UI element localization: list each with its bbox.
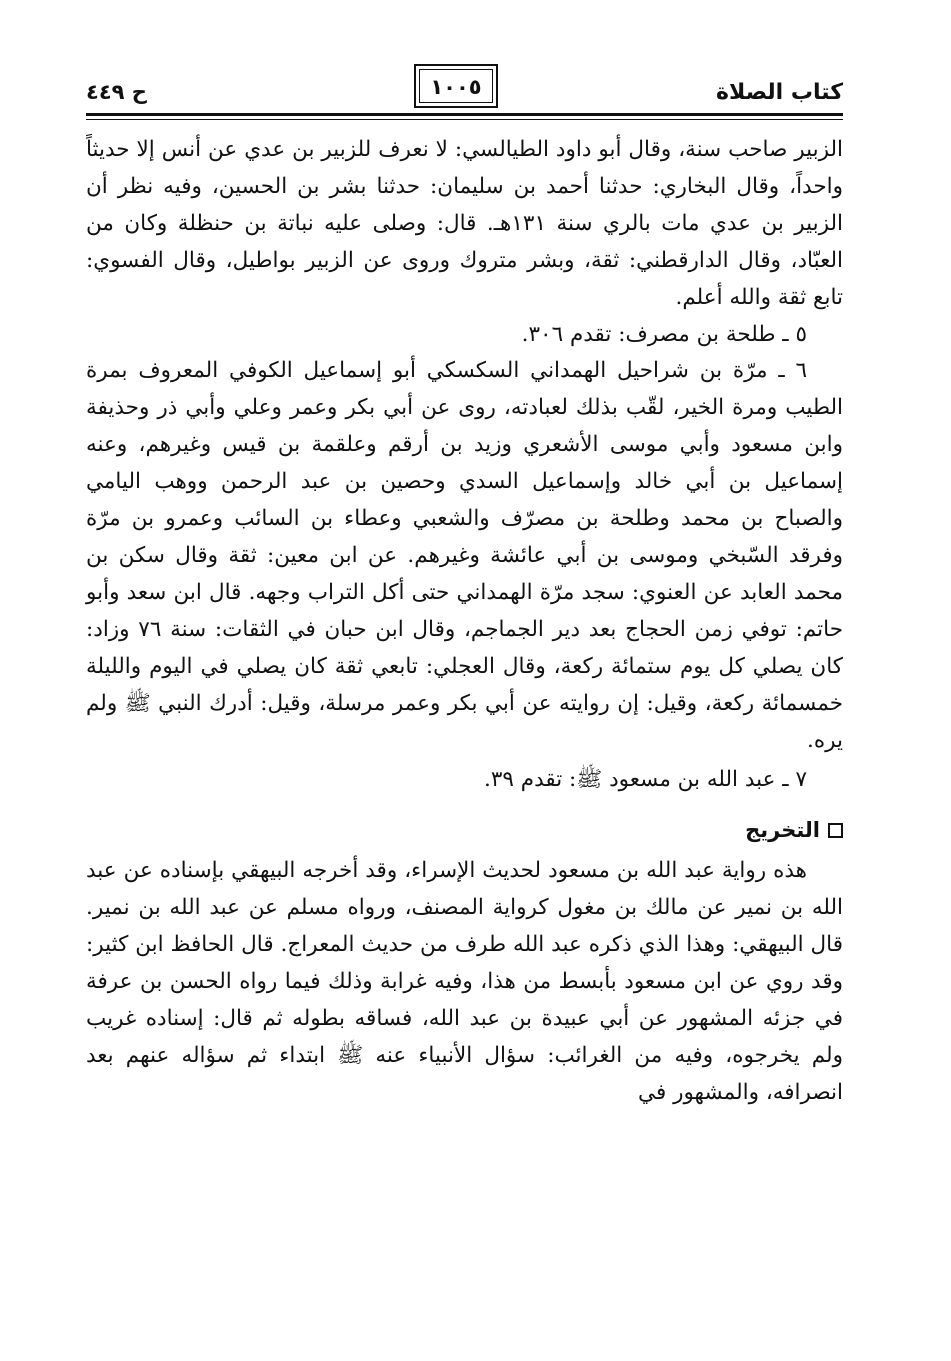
hadith-reference: ح ٤٤٩: [86, 80, 147, 104]
header-rule-thin: [86, 119, 843, 120]
page-body: [86, 132, 843, 1112]
square-bullet-icon: [828, 823, 843, 838]
takhrij-paragraph: هذه رواية عبد الله بن مسعود لحديث الإسراء، وقد أخرجه البيهقي بإسناده عن عبد الله بن نمير عن مالك بن مغول كرواية المصنف، ورواه مسلم عن عبد الله بن نمير. قال البيهقي: وهذا الذي ذكره عبد الله طرف من حديث المعراج. قال الحافظ ابن كثير: وقد روي عن ابن مسعود بأبسط من هذا، وفيه غرابة وذلك فيما رواه الحسن بن عرفة في جزئه المشهور عن أبي عبيدة بن عبد الله، فساقه بطوله ثم قال: إسناده غريب ولم يخرجوه، وفيه من الغرائب: سؤال الأنبياء عنه ﷺ ابتداء ثم سؤاله عنهم بعد انصرافه، والمشهور في: [86, 858, 843, 1105]
narrator-entry-5: ٥ ـ طلحة بن مصرف: تقدم ٣٠٦.: [521, 321, 807, 347]
page-header: [86, 64, 843, 116]
narrator-entry-6: ٦ ـ مرّة بن شراحيل الهمداني السكسكي أبو إسماعيل الكوفي المعروف بمرة الطيب ومرة الخير، لقّب بذلك لعبادته، روى عن أبي بكر وعمر وعلي وأبي ذر وحذيفة وابن مسعود وأبي موسى الأشعري وزيد بن أرقم وعلقمة بن قيس وغيرهم، وعنه إسماعيل بن أبي خالد وإسماعيل السدي وحصين بن عبد الرحمن ووهب اليامي والصباح بن محمد وطلحة بن مصرّف والشعبي وعطاء بن السائب وعمرو بن مرّة وفرقد السّبخي وموسى بن أبي عائشة وغيرهم. عن ابن معين: ثقة وقال سكن بن محمد العابد عن العنوي: سجد مرّة الهمداني حتى أكل التراب وجهه. قال ابن سعد وأبو حاتم: توفي زمن الحجاج بعد دير الجماجم، وقال ابن حبان في الثقات: سنة ٧٦ وزاد: كان يصلي كل يوم ستمائة ركعة، وقال العجلي: تابعي ثقة كان يصلي في اليوم والليلة خمسمائة ركعة، وقيل: إن روايته عن أبي بكر وعمر مرسلة، وقيل: أدرك النبي ﷺ ولم يره.: [86, 358, 843, 753]
page-number-frame: [414, 64, 498, 108]
page-number: ١٠٠٥: [430, 75, 482, 99]
section-heading: [86, 813, 843, 847]
section-heading-label: التخريج: [745, 818, 820, 843]
header-rule-thick: [86, 113, 843, 116]
book-title: كتاب الصلاة: [716, 80, 843, 105]
narrator-entry-7: ٧ ـ عبد الله بن مسعود ﷺ: تقدم ٣٩.: [483, 767, 807, 793]
paragraph-continuation: الزبير صاحب سنة، وقال أبو داود الطيالسي: لا نعرف للزبير بن عدي عن أنس إلا حديثاً واحداً، وقال البخاري: حدثنا أحمد بن سليمان: حدثنا بشر بن الحسين، وفيه نظر أن الزبير بن عدي مات بالري سنة ١٣١هـ. قال: وصلى عليه نباتة بن حنظلة وكان من العبّاد، وقال الدارقطني: ثقة، وبشر متروك وروى عن الزبير بواطيل، وقال الفسوي: تابع ثقة والله أعلم.: [86, 137, 843, 310]
